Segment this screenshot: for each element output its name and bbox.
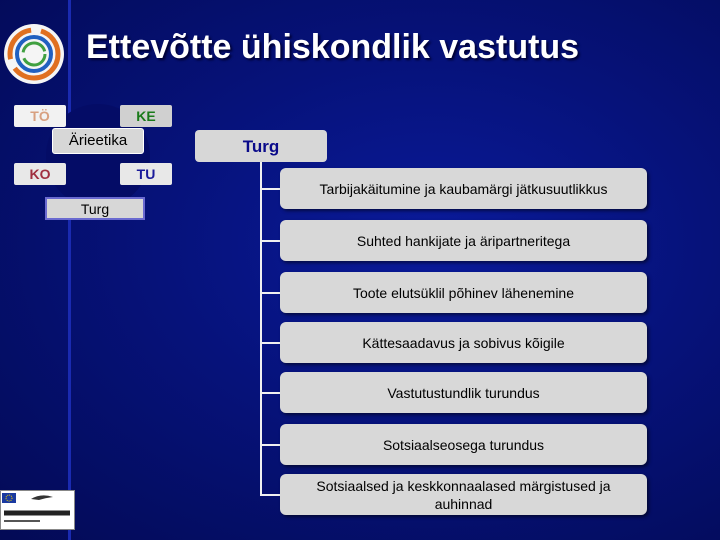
tree-item: Vastutustundlik turundus	[280, 372, 647, 413]
center-label: Ärieetika	[52, 128, 144, 154]
tree-item: Sotsiaalseosega turundus	[280, 424, 647, 465]
tree-item: Kättesaadavus ja sobivus kõigile	[280, 322, 647, 363]
tree-connector	[260, 494, 280, 496]
tree-connector	[260, 240, 280, 242]
leonardo-da-vinci-logo	[0, 490, 75, 530]
quadrant-ko: KO	[14, 163, 66, 185]
tree-item: Toote elutsüklil põhinev lähenemine	[280, 272, 647, 313]
left-divider	[68, 0, 71, 540]
page-title: Ettevõtte ühiskondlik vastutus	[86, 28, 580, 66]
quadrant-tu: TU	[120, 163, 172, 185]
tree-connector	[260, 188, 280, 190]
organization-logo	[0, 18, 70, 90]
quadrant-to: TÖ	[14, 105, 66, 127]
tree-connector	[260, 392, 280, 394]
selected-topic-box: Turg	[45, 197, 145, 220]
tree-connector	[260, 444, 280, 446]
tree-item: Suhted hankijate ja äripartneritega	[280, 220, 647, 261]
tree-item: Tarbijakäitumine ja kaubamärgi jätkusuutlikkus	[280, 168, 647, 209]
tree-root: Turg	[195, 130, 327, 162]
tree-connector	[260, 342, 280, 344]
quadrant-ke: KE	[120, 105, 172, 127]
tree-connector	[260, 292, 280, 294]
tree-item: Sotsiaalsed ja keskkonnaalased märgistused ja auhinnad	[280, 474, 647, 515]
